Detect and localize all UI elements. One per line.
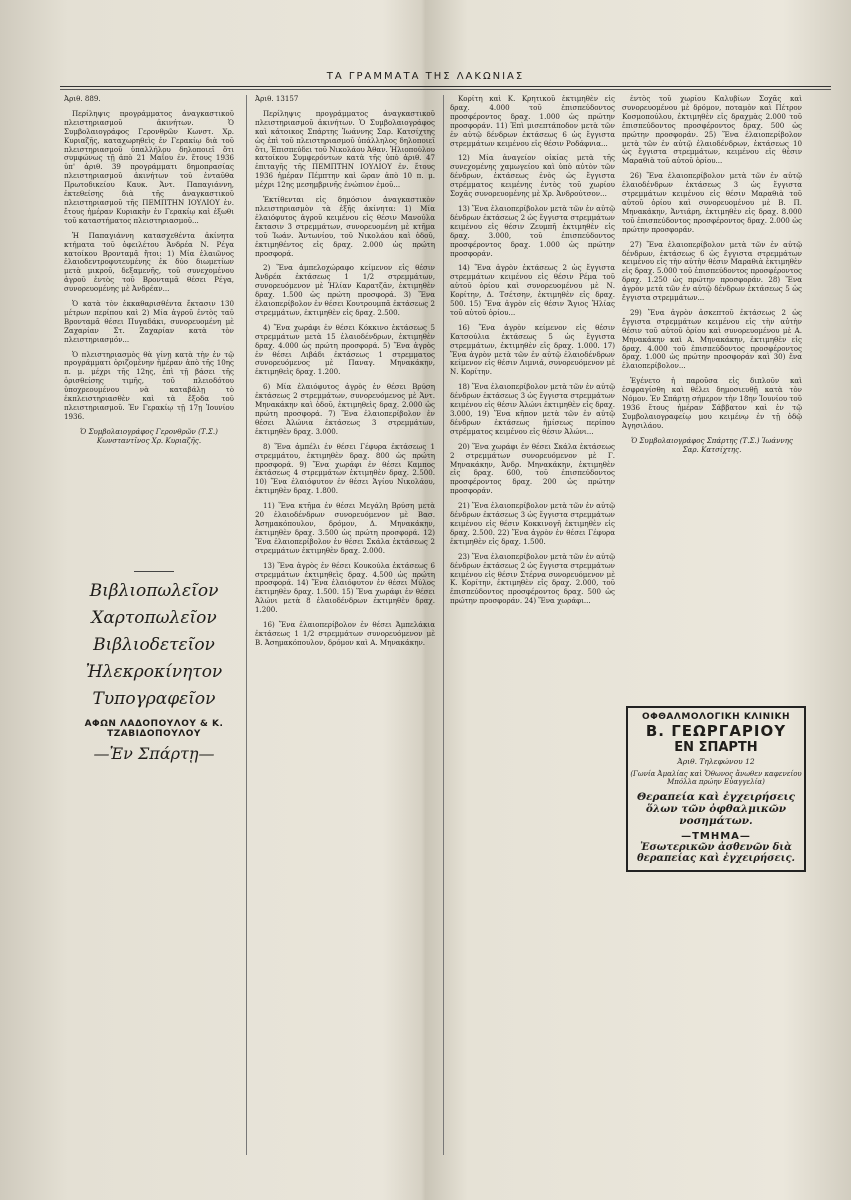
article-paragraph: Περίληψις προγράμματος ἀναγκαστικοῦ πλειστηριασμοῦ ἀκινήτων. Ὁ Συμβολαιογράφος Γερονθρῶν Κωνστ. Χρ. Κυριαζῆς, καταχωρηθεὶς ἐν Γερακίῳ διὰ τοῦ πλειστηριασμοῦ ὑπαλλήλου δηλοποιεῖ ὅτι συμφώνως τῇ ἀπὸ 21 Μαΐου ἐν. ἔτους 1936 ὑπ' ἀριθ. 39 προγράμματι δημοπρασίας πλειστηριασμοῦ ἀκινήτων τοῦ ἐνταῦθα Πρωτοδικείου Καυκ. Ἀντ. Παπαγιάννη, ἐκτεθείσης διὰ τῆς ἀναγκαστικοῦ πλειστηριασμοῦ τῆς ΠΕΜΠΤΗΝ ΙΟΥΛΙΟΥ ἐν. ἔτους ἡμέραν Κυριακὴν ἐν Γερακίῳ καὶ ἐξωθι τοῦ καταστήματος πλειστηριασμοῦ... [64, 108, 234, 225]
article-paragraph: 14) Ἕνα ἀγρὸν ἐκτάσεως 2 ὡς ἔγγιστα στρεμμάτων κειμένου εἰς θέσιν Ρέμα τοῦ αὐτοῦ ὁρίου καὶ συνορευομένου μὲ Ν. Κορίτην, Δ. Τσέτσην, ἐκτιμηθὲν εἰς δραχ. 500. 15) Ἕνα ἀγρὸν εἰς θέσιν Ἅγιος Ἠλίας τοῦ αὐτοῦ ὁρίου... [450, 263, 615, 317]
article-paragraph: 2) Ἕνα ἀμπελοχώραφο κείμενον εἰς θέσιν Ἀνδρέα ἐκτάσεως 1 1/2 στρεμμάτων, συνορευόμενον μὲ Ἠλίαν Καρατζᾶν, ἐκτιμηθὲν δραχ. 1.500 ὡς πρώτη προσφορά. 3) Ἕνα ἐλαιοπερίβολον ἐν θέσει Κουτρουμπᾶ ἐκτάσεως 2 στρεμμάτων, ἐκτιμηθὲν εἰς δραχ. 2.500. [255, 263, 435, 317]
article-paragraph: 20) Ἕνα χωράφι ἐν θέσει Σκάλα ἐκτάσεως 2 στρεμμάτων συνορευόμενον μὲ Γ. Μηνακάκην, Ἀνδρ. Μηνακάκην, ἐκτιμηθὲν εἰς δραχ. 600, τοῦ ἐπισπεύδοντος προσφέροντος δραχ. 200 ὡς πρώτην προσφοράν. [450, 441, 615, 496]
ad-line: Βιβλιοπωλεῖον [89, 581, 219, 601]
article-paragraph: Ἀριθ. 13157 [255, 95, 299, 103]
column-2 [255, 95, 435, 1155]
ad-line: Ἠλεκροκίνητον [85, 662, 223, 682]
article-paragraph: 8) Ἕνα ἀμπέλι ἐν θέσει Γέφυρα ἐκτάσεως 1 στρεμμάτου, ἐκτιμηθὲν δραχ. 800 ὡς πρώτη προσφορά. 9) Ἕνα χωράφι ἐν θέσει Καμπος ἐκτάσεως 4 στρεμμάτων ἐκτιμηθὲν δραχ. 2.500. 10) Ἕνα ἐλαιόφυτον ἐν θέσει Ἁγίου Νικολάου, ἐκτιμηθὲν δραχ. 1.800. [255, 441, 435, 496]
article-paragraph: 6) Μία ἐλαιόφυτος ἀγρὸς ἐν θέσει Βρύση ἐκτάσεως 2 στρεμμάτων, συνορευόμενος μὲ Ἀντ. Μηνακάκην καὶ ὁδοῦ, ἐκτιμηθεὶς δραχ. 2.000 ὡς πρώτη προσφορά. 7) Ἕνα ἐλαιοπερίβολον ἐν θέσει Ἀλώνια ἐκτάσεως 3 στρεμμάτων, ἐκτιμηθὲν δραχ. 3.000. [255, 382, 435, 436]
article-paragraph: 11) Ἕνα κτῆμα ἐν θέσει Μεγάλη Βρύση μετὰ 20 ἐλαιοδένδρων συνορευόμενον μὲ Βασ. Ἀσημακόπουλον, δρόμον, Δ. Μηνακάκην, ἐκτιμηθὲν δραχ. 3.500 ὡς πρώτη προσφορά. 12) Ἕνα ἐλαιοπερίβολον ἐν θέσει Σκάλα ἐκτάσεως 2 στρεμμάτων ἐκτιμηθὲν δραχ. 2.000. [255, 501, 435, 555]
article-paragraph: Ἀριθ. 889. [64, 95, 101, 103]
bookstore-advertisement [64, 565, 244, 769]
article-paragraph: ἐντὸς τοῦ χωρίου Καλυβίων Σοχᾶς καὶ συνορευομένου μὲ δρόμον, ποταμὸν καὶ Πέτρον Κοσμοπούλου, ἐκτιμηθὲν εἰς δραχμὰς 2.000 τοῦ ἐπισπεύδοντος προσφέροντος δραχ. 500 ὡς πρώτην προσφοράν. 25) Ἕνα ἐλαιοπερίβολον μετὰ τῶν ἐν αὐτῷ ἐλαιοδένδρων, ἐκτάσεως 10 ὡς ἔγγιστα στρεμμάτων, κειμένου εἰς θέσιν Μαραθιὰ τοῦ αὐτοῦ ὁρίου... [622, 95, 802, 166]
ad-city: —Ἐν Σπάρτῃ— [93, 744, 215, 763]
article-signature: Ὁ Συμβολαιογράφος Σπάρτης (Τ.Σ.) Ἰωάννης Σαρ. Κατσίχτης. [631, 435, 793, 454]
article-paragraph: 16) Ἕνα ἀγρὸν κείμενον εἰς θέσιν Κατσούλια ἐκτάσεως 5 ὡς ἔγγιστα στρεμμάτων, ἐκτιμηθὲν εἰς δραχ. 1.000. 17) Ἕνα ἀγρὸν μετὰ τῶν ἐν αὐτῷ ἐλαιοδένδρων κείμενον εἰς θέσιν Λιμνιά, συνορευόμενον μὲ Ν. Κορίτην. [450, 322, 615, 377]
article-paragraph: Περίληψις προγράμματος ἀναγκαστικοῦ πλειστηριασμοῦ ἀκινήτων. Ὁ Συμβολαιογράφος καὶ κάτοικος Σπάρτης Ἰωάννης Σαρ. Κατσίχτης ὡς ἐπὶ τοῦ πλειστηριασμοῦ ὑπάλληλος δηλοποιεῖ ὅτι, Ἐπισπεύδει τοῦ Νικολάου Ἀθαν. Ἠλιοπούλου κατοίκου Συμφερόντων κατὰ τῆς ὑπὸ ἀριθ. 47 ἐπιταγῆς τῆς ΠΕΜΠΤΗΝ ΙΟΥΛΙΟΥ ἐν. ἔτους 1936 ἡμέραν Πέμπτην καὶ ὥραν ἀπὸ 10 π. μ. μέχρι 12ης μεσημβρινῆς ἐνώπιον ἐμοῦ... [255, 108, 435, 190]
header-rule-secondary [60, 89, 831, 90]
article-paragraph: 27) Ἕνα ἐλαιοπερίβολον μετὰ τῶν ἐν αὐτῷ δένδρων, ἐκτάσεως 6 ὡς ἔγγιστα στρεμμάτων κειμένου εἰς τὴν αὐτὴν θέσιν Μαραθιὰ ἐκτιμηθὲν εἰς δραχ. 5.000 τοῦ ἐπισπεύδοντος προσφέροντος δραχ. 1.250 ὡς πρώτην προσφοράν. 28) Ἕνα ἀγρὸν μετὰ τῶν ἐν αὐτῷ δένδρων ἐκτάσεως 5 ὡς ἔγγιστα στρεμμάτων... [622, 239, 802, 303]
clinic-department-text: Ἐσωτερικῶν ἀσθενῶν διὰ θεραπείας καὶ ἐγχειρήσεις. [636, 842, 796, 864]
article-paragraph: 21) Ἕνα ἐλαιοπερίβολον μετὰ τῶν ἐν αὐτῷ δένδρων ἐκτάσεως 3 ὡς ἔγγιστα στρεμμάτων κειμένου εἰς θέσιν Κοκκινογῆ ἐκτιμηθὲν εἰς δραχ. 2.500. 22) Ἕνα ἀγρὸν ἐν θέσει Γέφυρα ἐκτιμηθὲν εἰς δραχ. 1.500. [450, 501, 615, 546]
column-1 [64, 95, 234, 645]
header-rule [60, 86, 831, 87]
ad-line: Χαρτοπωλεῖον [91, 608, 217, 628]
ad-line: Τυπογραφεῖον [92, 689, 216, 709]
article-paragraph: 4) Ἕνα χωράφι ἐν θέσει Κόκκινο ἐκτάσεως 5 στρεμμάτων μετὰ 15 ἐλαιοδένδρων, ἐκτιμηθὲν δραχ. 4.000 ὡς πρώτη προσφορά. 5) Ἕνα ἀγρὸς ἐν θέσει Λιβάδι ἐκτάσεως 1 στρεμματος συνορευόμενος μὲ Παναγ. Μηνακάκην, ἐκτιμηθεὶς δραχ. 1.200. [255, 322, 435, 377]
article-paragraph: 13) Ἕνα ἐλαιοπερίβολον μετὰ τῶν ἐν αὐτῷ δένδρων ἐκτάσεως 2 ὡς ἔγγιστα στρεμμάτων κειμένου εἰς θέσιν Ζευμπῆ ἐκτιμηθὲν εἰς δραχ. 3.000, τοῦ ἐπισπεύδοντος προσφέροντος δραχ. 1.000 ὡς πρώτην προσφοράν. [450, 203, 615, 258]
column-divider [246, 95, 247, 1155]
clinic-services: Θεραπεία καὶ ἐγχειρήσεις ὅλων τῶν ὀφθαλμικῶν νοσημάτων. [636, 791, 796, 827]
clinic-heading: ΟΦΘΑΛΜΟΛΟΓΙΚΗ ΚΛΙΝΙΚΗ [641, 712, 790, 722]
article-paragraph: 29) Ἕνα ἀγρὸν ἀσκεπτοῦ ἐκτάσεως 2 ὡς ἔγγιστα στρεμμάτων κειμένου εἰς τὴν αὐτὴν θέσιν τοῦ αὐτοῦ ὁρίου καὶ συνορευομένου μὲ Α. Μηνακάκην καὶ Α. Μηνακάκην, ἐκτιμηθὲν εἰς δραχ. 4.000 τοῦ ἐπισπεύδοντος προσφέροντος δραχ. 1.000 ὡς πρώτην προσφοράν καὶ 30) ἕνα ἐλαιοπερίβολον... [622, 307, 802, 371]
ad-owners: ΑΦΩΝ ΛΑΔΟΠΟΥΛΟΥ & Κ. ΤΖΑΒΙΔΟΠΟΥΛΟΥ [84, 719, 224, 739]
clinic-city: ΕΝ ΣΠΑΡΤΗ [674, 740, 758, 755]
article-paragraph: Ἐγένετο ἡ παροῦσα εἰς διπλοῦν καὶ ἐσφραγίσθη καὶ θέλει δημοσιευθῇ κατὰ τὸν Νόμον. Ἐν Σπάρτῃ σήμερον τὴν 18ην Ἰουνίου τοῦ 1936 ἔτους ἡμέραν Σάββατον καὶ ἐν τῷ Συμβολαιογραφείῳ μου κειμένῳ ἐν τῇ ὁδῷ Ἀγησιλάου. [622, 376, 802, 430]
eye-clinic-advertisement [626, 706, 806, 872]
ad-line: Βιβλιοδετεῖον [93, 635, 215, 655]
article-paragraph: Ἐκτίθενται εἰς δημόσιον ἀναγκαστικὸν πλειστηριασμὸν τὰ ἑξῆς ἀκίνητα: 1) Μία ἐλαιόφυτος ἀγροῦ κειμένου εἰς θέσιν Μανούλα ἔκτασιν 3 στρεμμάτων, συνορευομένη μὲ κτῆμα τοῦ Ἰωάν. Ἀντωνίου, τοῦ Νικολάου καὶ ὁδοῦ, ἐκτιμηθέντος εἰς δραχ. 2.000 ὡς πρώτη προσφορά. [255, 195, 435, 258]
article-paragraph: 16) Ἕνα ἐλαιοπερίβολον ἐν θέσει Ἀμπελάκια ἐκτάσεως 1 1/2 στρεμμάτων συνορευόμενον μὲ Β. Ἀσημακόπουλον, δρόμον καὶ Α. Μηνακάκην. [255, 620, 435, 647]
article-paragraph: 26) Ἕνα ἐλαιοπερίβολον μετὰ τῶν ἐν αὐτῷ ἐλαιοδένδρων ἐκτάσεως 3 ὡς ἔγγιστα στρεμμάτων κειμένου εἰς θέσιν Μαραθιὰ τοῦ αὐτοῦ ὁρίου καὶ συνορευομένου μὲ Β. Π. Μηνακάκην, Ἀντιάρη, ἐκτιμηθὲν εἰς δραχ. 8.000 τοῦ ἐπισπεύδοντος προσφέροντος δραχ. 2.000 ὡς πρώτην προσφοράν. [622, 171, 802, 234]
article-paragraph: 13) Ἕνα ἀγρὸς ἐν θέσει Κουκούλα ἐκτάσεως 6 στρεμμάτων ἐκτιμηθεὶς δραχ. 4.500 ὡς πρώτη προσφορά. 14) Ἕνα ἐλαιόφυτον ἐν θέσει Μύλος ἐκτιμηθὲν δραχ. 1.500. 15) Ἕνα χωράφι ἐν θέσει Ἀλώνι μετὰ 8 ἐλαιοδένδρων ἐκτιμηθὲν δραχ. 1.200. [255, 560, 435, 615]
page-header-title: ΤΑ ΓΡΑΜΜΑΤΑ ΤΗΣ ΛΑΚΩΝΙΑΣ [326, 71, 525, 82]
clinic-phone: Ἀριθ. Τηλεφώνου 12 [677, 757, 755, 766]
article-paragraph: Κορίτη καὶ Κ. Κρητικοῦ ἐκτιμηθὲν εἰς δραχ. 4.000 τοῦ ἐπισπεύδοντος προσφέροντος δραχ. 1.000 ὡς πρώτην προσφοράν. 11) Ἐπὶ μισεπτάποδον μετὰ τῶν ἐν αὐτῷ δένδρων ἐκτάσεως 6 ὡς ἔγγιστα στρεμμάτων κειμένου εἰς θέσιν Ροδάφνια... [450, 95, 615, 148]
article-paragraph: 23) Ἕνα ἐλαιοπερίβολον μετὰ τῶν ἐν αὐτῷ δένδρων ἐκτάσεως 2 ὡς ἔγγιστα στρεμμάτων κειμένου εἰς θέσιν Στέρνα συνορευόμενον μὲ Κ. Κορίτην, ἐκτιμηθὲν εἰς δραχ. 2.000, τοῦ ἐπισπεύδοντος προσφέροντος δραχ. 500 ὡς πρώτην προσφοράν. 24) Ἕνα χωράφι... [450, 551, 615, 606]
article-paragraph: Ὁ πλειστηριασμὸς θὰ γίνῃ κατὰ τὴν ἐν τῷ προγράμματι ὁριζομένην ἡμέραν ἀπὸ τῆς 10ης π. μ. μέχρι τῆς 12ης, ἐπὶ τῇ βάσει τῆς ὁρισθείσης τιμῆς, τοῦ πλειοδότου ὑποχρεουμένου νὰ καταβάλῃ τὸ ἐκπλειστηριασθὲν καὶ τὰ ἔξοδα τοῦ πλειστηριασμοῦ. Ἐν Γερακίῳ τῇ 17ῃ Ἰουνίου 1936. [64, 349, 234, 421]
clinic-doctor-name: Β. ΓΕΩΡΓΑΡΙΟΥ [645, 722, 787, 740]
ad-divider [134, 571, 174, 572]
clinic-address: (Γωνία Ἀμαλίας καὶ Ὄθωνος ἄνωθεν καφενείου Μπόλλα πρώην Εὐαγγελία) [630, 770, 802, 786]
article-paragraph: Ὁ κατὰ τὸν ἐκκαθαρισθέντα ἔκτασιν 130 μέτρων περίπου καὶ 2) Μία ἀγροῦ ἐντὸς ταῦ Βρονταμᾶ θέσει Πυγαδάκι, συνορευομένη μὲ Ζαχαρίαν Στ. Ζαχαρίαν κατὰ τὸν πλειστηριασμόν... [64, 299, 234, 344]
article-paragraph: 18) Ἕνα ἐλαιοπερίβολον μετὰ τῶν ἐν αὐτῷ δένδρων ἐκτάσεως 3 ὡς ἔγγιστα στρεμμάτων κειμένου εἰς θέσιν Ἁλώνι ἐκτιμηθὲν εἰς δραχ. 3.000, 19) Ἕνα κῆπον μετὰ τῶν ἐν αὐτῷ δένδρων ἐκτάσεως ἡμίσεως περίπου στρέμματος κειμένου εἰς θέσιν Ἁλώνι... [450, 382, 615, 436]
column-3 [450, 95, 615, 1145]
article-signature: Ὁ Συμβολαιογράφος Γερονθρῶν (Τ.Σ.) Κωνσταντῖνος Χρ. Κυριαζῆς. [80, 426, 218, 445]
column-4 [622, 95, 802, 650]
article-paragraph: 12) Μία ἀναγείον οἰκίας μετὰ τῆς συνεχομένης χαμωγείου καὶ ὑπὸ αὐτὸν τῶν δένδρων, ἐκτάσεως ἑνὸς ὡς ἔγγιστα στρέμματος κειμένης ἐντὸς τοῦ χωρίου Σοχᾶς συνορευομένης μὲ Χρ. Ἀνδρούτσον... [450, 153, 615, 199]
column-divider [443, 95, 444, 1155]
clinic-department-title: —ΤΜΗΜΑ— [681, 831, 751, 842]
article-paragraph: Ἡ Παπαγιάννη κατασχεθέντα ἀκίνητα κτήματα τοῦ ὀφειλέτου Ἀνδρέα Ν. Ρέγα κατοίκου Βρονταμᾶ ἤτοι: 1) Μία ἐλαιῶνος ἐλαιοδεντροφυτευμένης ἐκ δύο διωμετίων μετὰ μικροῦ, δεξαμενῆς, τοῦ συνεχομένου ἀγροῦ ἐντὸς τοῦ Βρονταμᾶ θέσει Ρέγα, συνορευομένης μὲ Ἀνδρέαν... [64, 230, 234, 294]
